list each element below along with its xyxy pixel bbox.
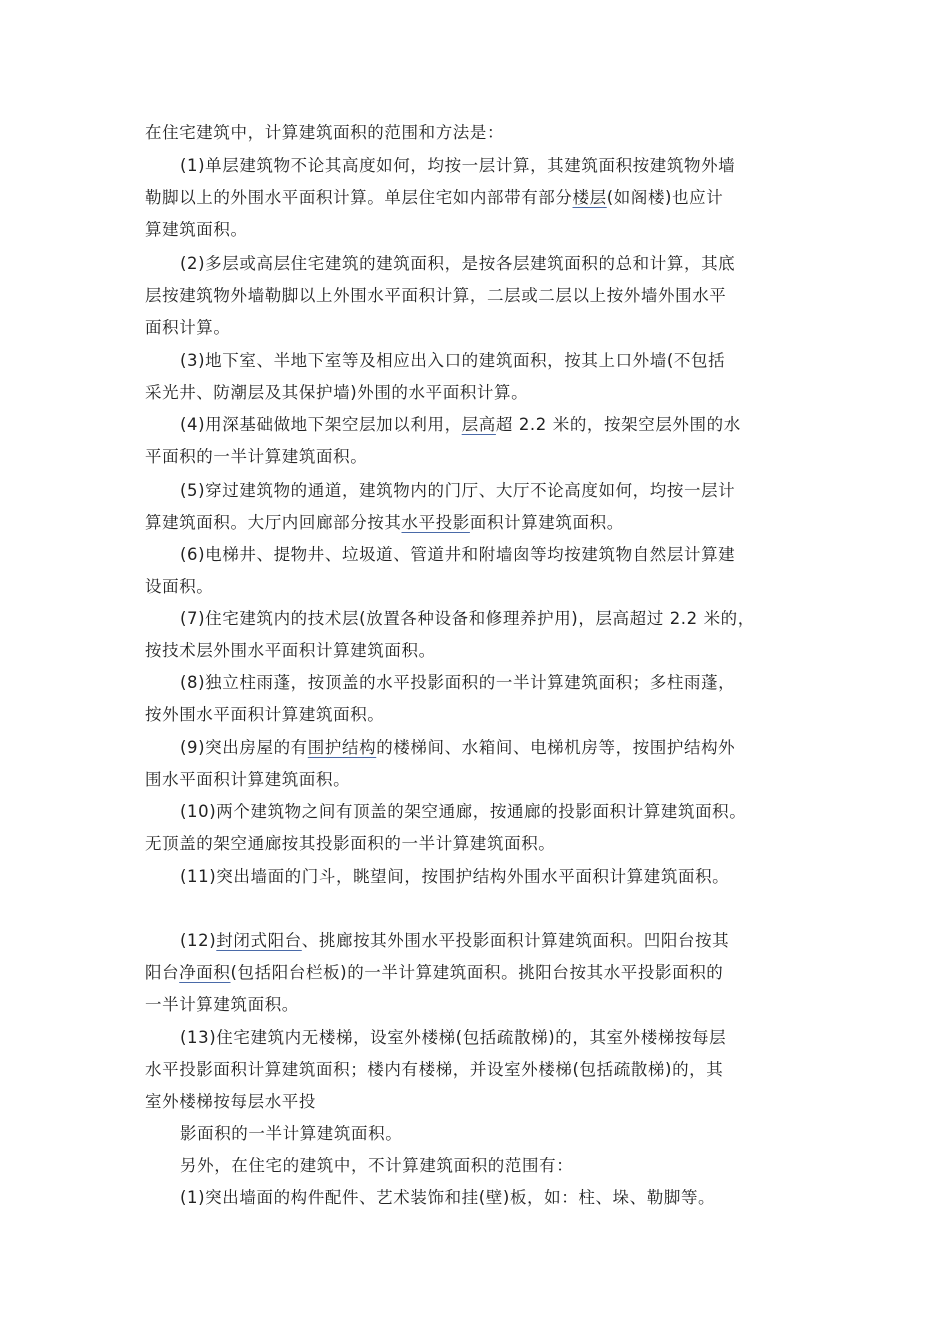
paragraph-line: 无顶盖的架空通廊按其投影面积的一半计算建筑面积。	[145, 834, 556, 853]
paragraph-line: 阳台净面积(包括阳台栏板)的一半计算建筑面积。挑阳台按其水平投影面积的	[145, 963, 724, 982]
paragraph-line: (8)独立柱雨蓬，按顶盖的水平投影面积的一半计算建筑面积；多柱雨蓬，	[180, 673, 736, 692]
paragraph-line: 算建筑面积。大厅内回廊部分按其水平投影面积计算建筑面积。	[145, 513, 624, 532]
paragraph-line: 在住宅建筑中，计算建筑面积的范围和方法是：	[145, 123, 505, 142]
paragraph-line: 勒脚以上的外围水平面积计算。单层住宅如内部带有部分楼层(如阁楼)也应计	[145, 188, 724, 207]
link-fengbishi-yangtai[interactable]: 封闭式阳台	[216, 931, 302, 950]
paragraph-line: 室外楼梯按每层水平投	[145, 1092, 316, 1111]
paragraph-line: 按外围水平面积计算建筑面积。	[145, 705, 385, 724]
paragraph-line: 按技术层外围水平面积计算建筑面积。	[145, 641, 436, 660]
paragraph-line: (4)用深基础做地下架空层加以利用，层高超 2.2 米的，按架空层外围的水	[180, 415, 741, 434]
paragraph-line: (11)突出墙面的门斗，眺望间，按围护结构外围水平面积计算建筑面积。	[180, 867, 730, 886]
paragraph-line: 影面积的一半计算建筑面积。	[180, 1124, 403, 1143]
paragraph-line: 围水平面积计算建筑面积。	[145, 770, 351, 789]
paragraph-line: 平面积的一半计算建筑面积。	[145, 447, 368, 466]
paragraph-line: 水平投影面积计算建筑面积；楼内有楼梯，并设室外楼梯(包括疏散梯)的，其	[145, 1060, 724, 1079]
link-louceng[interactable]: 楼层	[572, 188, 607, 207]
link-cenggao[interactable]: 层高	[461, 415, 496, 434]
paragraph-line: 层按建筑物外墙勒脚以上外围水平面积计算，二层或二层以上按外墙外围水平	[145, 286, 727, 305]
paragraph-line: 算建筑面积。	[145, 220, 248, 239]
link-jingmianji[interactable]: 净面积	[179, 963, 231, 982]
paragraph-line: (3)地下室、半地下室等及相应出入口的建筑面积，按其上口外墙(不包括	[180, 351, 726, 370]
paragraph-line: 另外，在住宅的建筑中，不计算建筑面积的范围有：	[180, 1156, 574, 1175]
paragraph-line: (12)封闭式阳台、挑廊按其外围水平投影面积计算建筑面积。凹阳台按其	[180, 931, 730, 950]
paragraph-line: (6)电梯井、提物井、垃圾道、管道井和附墙囱等均按建筑物自然层计算建	[180, 545, 736, 564]
paragraph-line: 一半计算建筑面积。	[145, 995, 299, 1014]
paragraph-line: (1)单层建筑物不论其高度如何，均按一层计算，其建筑面积按建筑物外墙	[180, 156, 736, 175]
link-weihu-jiegou[interactable]: 围护结构	[307, 738, 377, 757]
paragraph-line: 设面积。	[145, 577, 214, 596]
paragraph-line: (13)住宅建筑内无楼梯，设室外楼梯(包括疏散梯)的，其室外楼梯按每层	[180, 1028, 727, 1047]
paragraph-line: 面积计算。	[145, 318, 231, 337]
link-shuiping-touying[interactable]: 水平投影	[401, 513, 470, 532]
paragraph-line: 采光井、防潮层及其保护墙)外围的水平面积计算。	[145, 383, 529, 402]
paragraph-line: (9)突出房屋的有围护结构的楼梯间、水箱间、电梯机房等，按围护结构外	[180, 738, 736, 757]
paragraph-line: (5)穿过建筑物的通道，建筑物内的门厅、大厅不论高度如何，均按一层计	[180, 481, 736, 500]
paragraph-line: (7)住宅建筑内的技术层(放置各种设备和修理养护用)，层高超过 2.2 米的，	[180, 609, 755, 628]
paragraph-line: (2)多层或高层住宅建筑的建筑面积，是按各层建筑面积的总和计算，其底	[180, 254, 736, 273]
paragraph-line: (10)两个建筑物之间有顶盖的架空通廊，按通廊的投影面积计算建筑面积。	[180, 802, 747, 821]
paragraph-line: (1)突出墙面的构件配件、艺术装饰和挂(壁)板，如：柱、垛、勒脚等。	[180, 1188, 716, 1207]
